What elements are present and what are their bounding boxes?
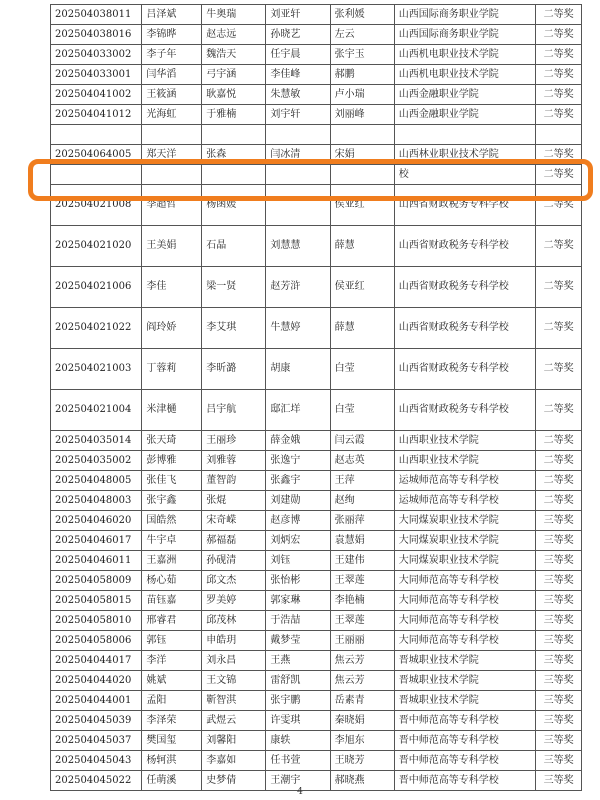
team-id-cell: 202504038011	[51, 5, 142, 25]
member-2-cell: 张森	[202, 145, 266, 165]
teacher-1-cell: 张怡彬	[266, 571, 330, 591]
teacher-1-cell: 刘亚轩	[266, 5, 330, 25]
school-cell: 晋城职业技术学院	[394, 651, 535, 671]
table-row	[51, 5, 582, 25]
team-id-cell: 202504044001	[51, 691, 142, 711]
teacher-1-cell: 刘建勋	[266, 491, 330, 511]
school-cell: 晋城职业技术学院	[394, 691, 535, 711]
award-table-body	[51, 5, 582, 791]
table-row	[51, 691, 582, 711]
teacher-1-cell: 刘钰	[266, 551, 330, 571]
member-1-cell: 张宇鑫	[142, 491, 202, 511]
teacher-1-cell: 牛慧婷	[266, 308, 330, 349]
member-1-cell: 李佳	[142, 267, 202, 308]
teacher-2-cell: 闫云霞	[330, 431, 394, 451]
school-cell: 晋城职业技术学院	[394, 671, 535, 691]
team-id-cell: 202504045043	[51, 751, 142, 771]
team-id-cell: 202504048005	[51, 471, 142, 491]
teacher-2-cell: 秦晓娟	[330, 711, 394, 731]
member-1-cell: 李洋	[142, 651, 202, 671]
table-row	[51, 751, 582, 771]
table-row	[51, 25, 582, 45]
teacher-1-cell: 康轶	[266, 731, 330, 751]
table-row	[51, 611, 582, 631]
member-1-cell: 李泽荣	[142, 711, 202, 731]
award-cell	[536, 125, 582, 145]
team-id-cell	[51, 165, 142, 185]
teacher-1-cell: 张宇鹏	[266, 691, 330, 711]
award-cell: 二等奖	[536, 5, 582, 25]
team-id-cell: 202504035014	[51, 431, 142, 451]
team-id-cell: 202504048003	[51, 491, 142, 511]
teacher-1-cell: 胡康	[266, 349, 330, 390]
table-row	[51, 267, 582, 308]
teacher-1-cell: 孙晓艺	[266, 25, 330, 45]
member-2-cell: 邱文杰	[202, 571, 266, 591]
school-cell: 大同师范高等专科学校	[394, 571, 535, 591]
member-1-cell: 李锦晔	[142, 25, 202, 45]
school-cell: 山西机电职业技术学院	[394, 45, 535, 65]
award-cell: 二等奖	[536, 85, 582, 105]
member-2-cell	[202, 125, 266, 145]
member-1-cell: 吕泽斌	[142, 5, 202, 25]
school-cell: 山西省财政税务专科学校	[394, 349, 535, 390]
member-1-cell: 牛宇卓	[142, 531, 202, 551]
table-row	[51, 105, 582, 125]
member-1-cell: 米津樋	[142, 390, 202, 431]
table-row	[51, 551, 582, 571]
award-cell: 三等奖	[536, 631, 582, 651]
award-cell: 二等奖	[536, 105, 582, 125]
award-cell: 二等奖	[536, 45, 582, 65]
member-1-cell: 郑天洋	[142, 145, 202, 165]
member-1-cell: 国皓然	[142, 511, 202, 531]
teacher-1-cell: 朱慧敏	[266, 85, 330, 105]
teacher-1-cell: 许雯琪	[266, 711, 330, 731]
member-2-cell: 董智韵	[202, 471, 266, 491]
member-2-cell: 罗美婷	[202, 591, 266, 611]
school-cell: 运城师范高等专科学校	[394, 491, 535, 511]
school-cell: 大同师范高等专科学校	[394, 591, 535, 611]
school-cell: 山西职业技术学院	[394, 451, 535, 471]
award-cell: 三等奖	[536, 751, 582, 771]
school-cell: 山西金融职业学院	[394, 105, 535, 125]
team-id-cell: 202504045022	[51, 771, 142, 791]
teacher-2-cell: 薛慧	[330, 308, 394, 349]
school-cell: 山西职业技术学院	[394, 431, 535, 451]
team-id-cell: 202504021004	[51, 390, 142, 431]
teacher-1-cell: 任宇晨	[266, 45, 330, 65]
team-id-cell: 202504038016	[51, 25, 142, 45]
teacher-2-cell: 郝晓燕	[330, 771, 394, 791]
teacher-1-cell	[266, 185, 330, 226]
team-id-cell: 202504021022	[51, 308, 142, 349]
member-2-cell: 赵志远	[202, 25, 266, 45]
member-1-cell: 丁蓉莉	[142, 349, 202, 390]
award-cell: 三等奖	[536, 671, 582, 691]
team-id-cell: 202504041012	[51, 105, 142, 125]
member-1-cell: 王嘉洲	[142, 551, 202, 571]
teacher-1-cell: 李佳峰	[266, 65, 330, 85]
member-1-cell: 张天琦	[142, 431, 202, 451]
table-row	[51, 671, 582, 691]
team-id-cell: 202504046020	[51, 511, 142, 531]
table-row	[51, 631, 582, 651]
table-row	[51, 591, 582, 611]
school-cell: 晋中师范高等专科学校	[394, 731, 535, 751]
teacher-1-cell: 刘慧慧	[266, 226, 330, 267]
member-2-cell: 张焜	[202, 491, 266, 511]
member-1-cell: 彭博雅	[142, 451, 202, 471]
team-id-cell	[51, 125, 142, 145]
table-row	[51, 65, 582, 85]
member-2-cell: 邱茂林	[202, 611, 266, 631]
teacher-2-cell: 白莹	[330, 390, 394, 431]
member-2-cell: 李昕潞	[202, 349, 266, 390]
member-2-cell: 史梦倩	[202, 771, 266, 791]
teacher-2-cell: 王翠莲	[330, 611, 394, 631]
table-row	[51, 125, 582, 145]
school-cell: 校	[394, 165, 535, 185]
teacher-2-cell: 赵绚	[330, 491, 394, 511]
member-2-cell: 杨函媛	[202, 185, 266, 226]
member-2-cell: 于雅楠	[202, 105, 266, 125]
table-row	[51, 390, 582, 431]
award-cell: 二等奖	[536, 267, 582, 308]
team-id-cell: 202504033001	[51, 65, 142, 85]
teacher-2-cell: 白莹	[330, 349, 394, 390]
team-id-cell: 202504044017	[51, 651, 142, 671]
award-cell: 三等奖	[536, 591, 582, 611]
team-id-cell: 202504035002	[51, 451, 142, 471]
teacher-1-cell: 戴梦莹	[266, 631, 330, 651]
school-cell: 山西省财政税务专科学校	[394, 308, 535, 349]
teacher-2-cell	[330, 125, 394, 145]
member-1-cell: 阎玲娇	[142, 308, 202, 349]
teacher-2-cell: 侯亚红	[330, 185, 394, 226]
award-cell: 三等奖	[536, 551, 582, 571]
team-id-cell: 202504046011	[51, 551, 142, 571]
school-cell: 晋中师范高等专科学校	[394, 711, 535, 731]
member-2-cell: 郝福磊	[202, 531, 266, 551]
team-id-cell: 202504021008	[51, 185, 142, 226]
member-2-cell: 李嘉如	[202, 751, 266, 771]
award-cell: 二等奖	[536, 491, 582, 511]
member-1-cell: 光海虹	[142, 105, 202, 125]
teacher-2-cell	[330, 165, 394, 185]
team-id-cell: 202504041002	[51, 85, 142, 105]
team-id-cell: 202504045039	[51, 711, 142, 731]
table-row	[51, 45, 582, 65]
award-cell: 二等奖	[536, 185, 582, 226]
team-id-cell: 202504021003	[51, 349, 142, 390]
school-cell: 晋中师范高等专科学校	[394, 771, 535, 791]
member-2-cell: 王文锦	[202, 671, 266, 691]
award-cell: 三等奖	[536, 731, 582, 751]
table-row	[51, 711, 582, 731]
school-cell: 山西省财政税务专科学校	[394, 390, 535, 431]
team-id-cell: 202504064005	[51, 145, 142, 165]
award-cell: 二等奖	[536, 25, 582, 45]
award-table-container	[50, 4, 582, 791]
table-row	[51, 731, 582, 751]
school-cell: 山西省财政税务专科学校	[394, 226, 535, 267]
page-number: 4	[297, 787, 303, 797]
award-cell: 二等奖	[536, 431, 582, 451]
member-1-cell: 苗钰嘉	[142, 591, 202, 611]
teacher-2-cell: 焦云芳	[330, 651, 394, 671]
member-2-cell: 王丽珍	[202, 431, 266, 451]
table-row	[51, 165, 582, 185]
member-2-cell: 牛奥瑞	[202, 5, 266, 25]
member-1-cell: 孟阳	[142, 691, 202, 711]
school-cell: 大同煤炭职业技术学院	[394, 531, 535, 551]
award-cell: 三等奖	[536, 771, 582, 791]
member-1-cell: 王筱涵	[142, 85, 202, 105]
member-2-cell: 梁一贤	[202, 267, 266, 308]
award-cell: 二等奖	[536, 451, 582, 471]
member-1-cell: 闫华滔	[142, 65, 202, 85]
table-row	[51, 531, 582, 551]
member-1-cell: 杨心茹	[142, 571, 202, 591]
teacher-1-cell	[266, 125, 330, 145]
member-1-cell: 郭钰	[142, 631, 202, 651]
team-id-cell: 202504058006	[51, 631, 142, 651]
award-cell: 三等奖	[536, 711, 582, 731]
member-2-cell: 孙砚清	[202, 551, 266, 571]
teacher-2-cell: 王晓芳	[330, 751, 394, 771]
school-cell: 大同煤炭职业技术学院	[394, 551, 535, 571]
table-row	[51, 308, 582, 349]
table-row	[51, 491, 582, 511]
teacher-1-cell: 于浩喆	[266, 611, 330, 631]
award-cell: 三等奖	[536, 571, 582, 591]
teacher-2-cell: 李艳楠	[330, 591, 394, 611]
teacher-1-cell: 王潮宇	[266, 771, 330, 791]
table-row	[51, 349, 582, 390]
school-cell: 运城师范高等专科学校	[394, 471, 535, 491]
award-cell: 二等奖	[536, 308, 582, 349]
table-row	[51, 471, 582, 491]
table-row	[51, 85, 582, 105]
award-cell: 二等奖	[536, 226, 582, 267]
teacher-2-cell: 张宇玉	[330, 45, 394, 65]
award-cell: 三等奖	[536, 511, 582, 531]
teacher-2-cell: 刘丽峰	[330, 105, 394, 125]
teacher-2-cell: 郝鹏	[330, 65, 394, 85]
school-cell: 山西国际商务职业学院	[394, 25, 535, 45]
teacher-2-cell: 李旭东	[330, 731, 394, 751]
teacher-1-cell: 任书萱	[266, 751, 330, 771]
member-1-cell: 姚斌	[142, 671, 202, 691]
teacher-1-cell: 郭家琳	[266, 591, 330, 611]
teacher-1-cell	[266, 165, 330, 185]
member-1-cell: 樊国玺	[142, 731, 202, 751]
teacher-1-cell: 刘炳宏	[266, 531, 330, 551]
member-1-cell: 邢睿君	[142, 611, 202, 631]
teacher-1-cell: 闫冰清	[266, 145, 330, 165]
school-cell: 大同师范高等专科学校	[394, 611, 535, 631]
teacher-1-cell: 刘宇轩	[266, 105, 330, 125]
teacher-1-cell: 赵彦博	[266, 511, 330, 531]
award-cell: 二等奖	[536, 390, 582, 431]
table-row	[51, 145, 582, 165]
school-cell: 山西金融职业学院	[394, 85, 535, 105]
teacher-1-cell: 张逸宁	[266, 451, 330, 471]
member-1-cell: 李子年	[142, 45, 202, 65]
award-table	[50, 4, 582, 791]
teacher-2-cell: 袁慧娟	[330, 531, 394, 551]
award-cell: 二等奖	[536, 145, 582, 165]
table-row	[51, 431, 582, 451]
member-2-cell: 申皓玥	[202, 631, 266, 651]
school-cell: 大同师范高等专科学校	[394, 631, 535, 651]
award-cell: 三等奖	[536, 651, 582, 671]
table-row	[51, 651, 582, 671]
table-row	[51, 511, 582, 531]
member-2-cell: 刘馨阳	[202, 731, 266, 751]
school-cell	[394, 125, 535, 145]
teacher-2-cell: 岳素青	[330, 691, 394, 711]
school-cell: 山西省财政税务专科学校	[394, 267, 535, 308]
member-2-cell: 靳智淇	[202, 691, 266, 711]
teacher-2-cell: 赵志英	[330, 451, 394, 471]
table-row	[51, 185, 582, 226]
school-cell: 大同煤炭职业技术学院	[394, 511, 535, 531]
school-cell: 山西省财政税务专科学校	[394, 185, 535, 226]
member-2-cell: 耿嘉悦	[202, 85, 266, 105]
teacher-2-cell: 卢小瑞	[330, 85, 394, 105]
teacher-2-cell: 王翠莲	[330, 571, 394, 591]
team-id-cell: 202504046017	[51, 531, 142, 551]
member-2-cell: 宋奇嵘	[202, 511, 266, 531]
team-id-cell: 202504045037	[51, 731, 142, 751]
teacher-2-cell: 张丽萍	[330, 511, 394, 531]
teacher-2-cell: 宋娟	[330, 145, 394, 165]
team-id-cell: 202504033002	[51, 45, 142, 65]
teacher-1-cell: 赵芳浒	[266, 267, 330, 308]
award-cell: 三等奖	[536, 611, 582, 631]
member-2-cell: 吕宇航	[202, 390, 266, 431]
table-row	[51, 451, 582, 471]
school-cell: 山西林业职业技术学院	[394, 145, 535, 165]
teacher-1-cell: 雷舒凯	[266, 671, 330, 691]
team-id-cell: 202504058010	[51, 611, 142, 631]
school-cell: 山西机电职业技术学院	[394, 65, 535, 85]
award-cell: 三等奖	[536, 531, 582, 551]
teacher-1-cell: 王燕	[266, 651, 330, 671]
member-2-cell: 武煜云	[202, 711, 266, 731]
member-2-cell	[202, 165, 266, 185]
member-2-cell: 刘雅蓉	[202, 451, 266, 471]
team-id-cell: 202504021006	[51, 267, 142, 308]
teacher-2-cell: 张利媛	[330, 5, 394, 25]
teacher-2-cell: 王丽丽	[330, 631, 394, 651]
teacher-2-cell: 焦云芳	[330, 671, 394, 691]
member-1-cell: 王美娟	[142, 226, 202, 267]
member-1-cell: 李超哲	[142, 185, 202, 226]
member-2-cell: 弓宇涵	[202, 65, 266, 85]
table-row	[51, 571, 582, 591]
teacher-2-cell: 左云	[330, 25, 394, 45]
member-2-cell: 石晶	[202, 226, 266, 267]
member-1-cell	[142, 125, 202, 145]
teacher-1-cell: 薛金娥	[266, 431, 330, 451]
teacher-2-cell: 王萍	[330, 471, 394, 491]
teacher-1-cell: 邸汇垟	[266, 390, 330, 431]
member-1-cell	[142, 165, 202, 185]
team-id-cell: 202504058015	[51, 591, 142, 611]
award-cell: 二等奖	[536, 471, 582, 491]
teacher-2-cell: 薛慧	[330, 226, 394, 267]
award-cell: 二等奖	[536, 165, 582, 185]
teacher-2-cell: 王建伟	[330, 551, 394, 571]
award-cell: 三等奖	[536, 691, 582, 711]
member-1-cell: 任萌溪	[142, 771, 202, 791]
teacher-2-cell: 侯亚红	[330, 267, 394, 308]
member-1-cell: 张佳飞	[142, 471, 202, 491]
member-2-cell: 刘永昌	[202, 651, 266, 671]
table-row	[51, 226, 582, 267]
team-id-cell: 202504021020	[51, 226, 142, 267]
teacher-1-cell: 张鑫宇	[266, 471, 330, 491]
team-id-cell: 202504044020	[51, 671, 142, 691]
award-cell: 二等奖	[536, 65, 582, 85]
member-2-cell: 魏浩天	[202, 45, 266, 65]
school-cell: 晋中师范高等专科学校	[394, 751, 535, 771]
school-cell: 山西国际商务职业学院	[394, 5, 535, 25]
member-2-cell: 李艾琪	[202, 308, 266, 349]
member-1-cell: 杨轲淇	[142, 751, 202, 771]
team-id-cell: 202504058009	[51, 571, 142, 591]
award-cell: 二等奖	[536, 349, 582, 390]
